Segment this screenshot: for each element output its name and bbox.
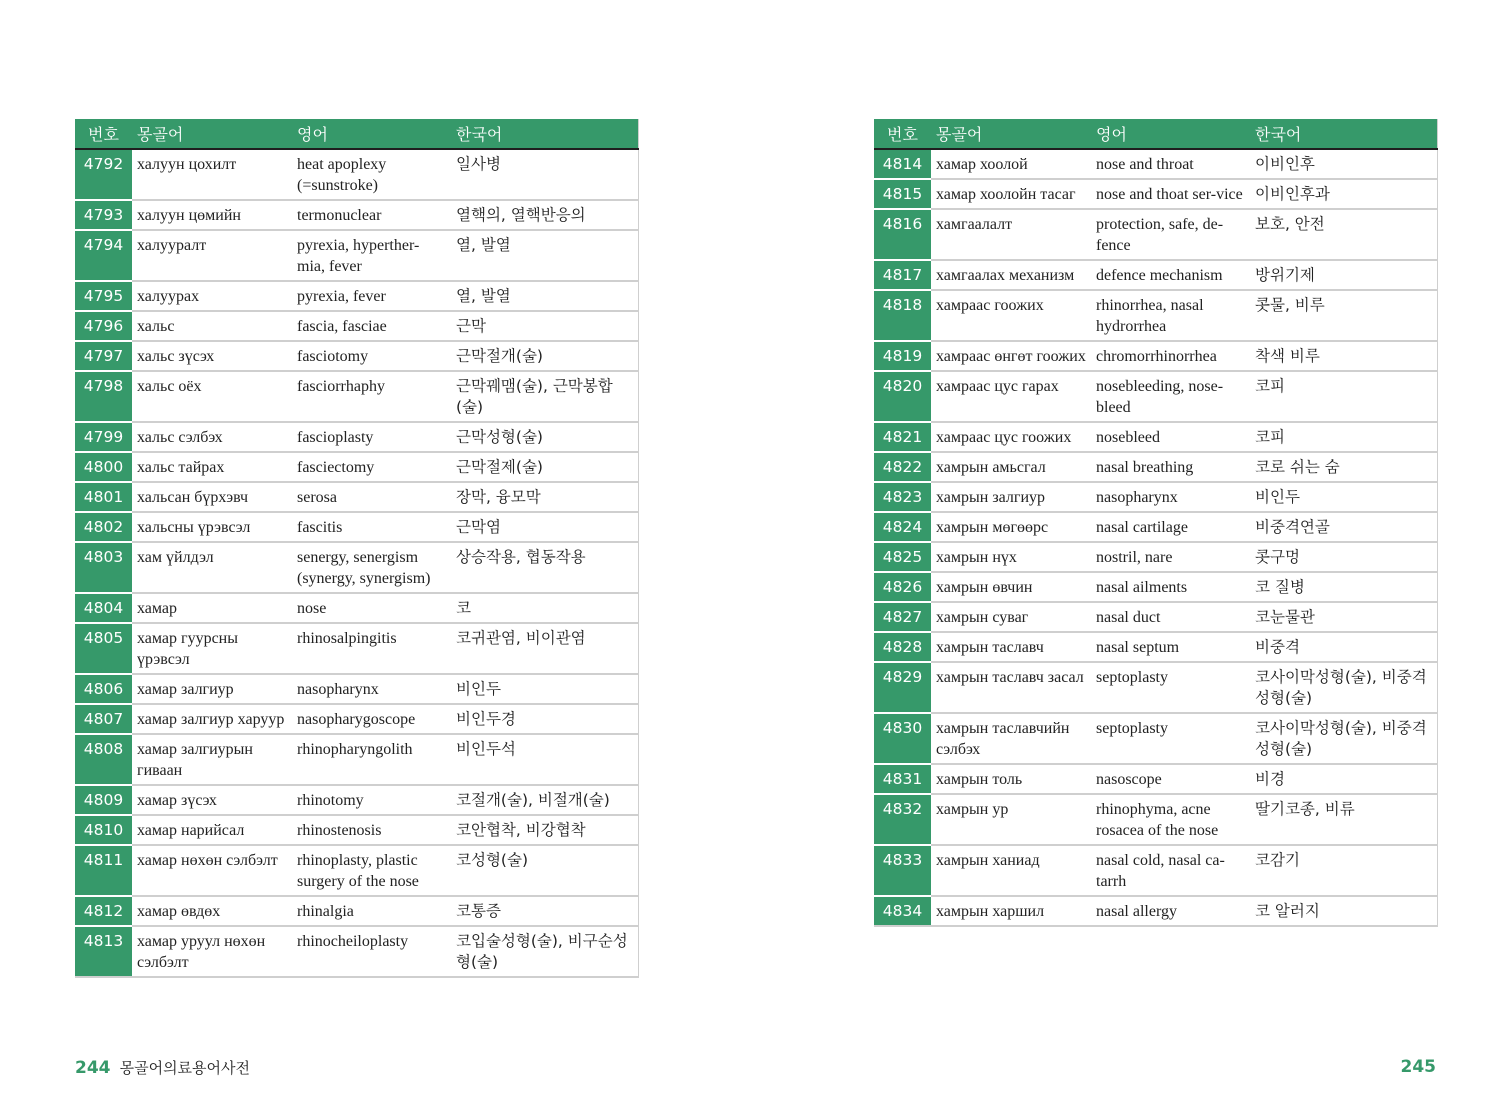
mongolian-term: хальсны үрэвсэл: [132, 512, 292, 542]
table-row: [75, 896, 638, 926]
left-page-table: [75, 119, 639, 978]
korean-term: 코눈물관: [1250, 602, 1437, 632]
korean-term: 코로 쉬는 숨: [1250, 452, 1437, 482]
korean-term: 코사이막성형(술), 비중격성형(술): [1250, 662, 1437, 713]
mongolian-term: хальс: [132, 311, 292, 341]
english-term: rhinocheiloplasty: [292, 926, 451, 977]
mongolian-term: хамгаалалт: [931, 209, 1091, 260]
entry-number: 4824: [874, 512, 931, 542]
table-row: [874, 632, 1437, 662]
mongolian-term: хамар нарийсал: [132, 815, 292, 845]
korean-term: 근막꿰맴(술), 근막봉합(술): [451, 371, 638, 422]
english-term: pyrexia, fever: [292, 281, 451, 311]
mongolian-term: хамар зүсэх: [132, 785, 292, 815]
korean-term: 근막절제(술): [451, 452, 638, 482]
english-term: defence mechanism: [1091, 260, 1250, 290]
table-row: [874, 794, 1437, 845]
table-row: [75, 734, 638, 785]
mongolian-term: хамрын суваг: [931, 602, 1091, 632]
mongolian-term: хальс тайрах: [132, 452, 292, 482]
mongolian-term: хамраас гоожих: [931, 290, 1091, 341]
english-term: senergy, senergism (synergy, synergism): [292, 542, 451, 593]
entry-number: 4819: [874, 341, 931, 371]
mongolian-term: хамрын таславч засал: [931, 662, 1091, 713]
korean-term: 코입술성형(술), 비구순성형(술): [451, 926, 638, 977]
english-term: septoplasty: [1091, 713, 1250, 764]
korean-term: 비중격: [1250, 632, 1437, 662]
entry-number: 4828: [874, 632, 931, 662]
header-english: 영어: [1091, 119, 1250, 149]
korean-term: 콧구멍: [1250, 542, 1437, 572]
korean-term: 코안협착, 비강협착: [451, 815, 638, 845]
english-term: nose and throat: [1096, 156, 1194, 173]
table-header-row: [75, 119, 638, 149]
english-term: nosebleeding, nose-bleed: [1091, 371, 1250, 422]
mongolian-term: хамраас өнгөт гоожих: [931, 341, 1091, 371]
table-row: [75, 341, 638, 371]
entry-number: 4801: [75, 482, 132, 512]
entry-number: 4809: [75, 785, 132, 815]
korean-term: 방위기제: [1250, 260, 1437, 290]
korean-term: 코절개(술), 비절개(술): [451, 785, 638, 815]
mongolian-term: халуун цохилт: [137, 156, 237, 173]
table-row: [874, 209, 1437, 260]
page-number: 245: [1400, 1057, 1436, 1077]
table-row: [75, 845, 638, 896]
mongolian-term: хамрын харшил: [931, 896, 1091, 926]
table-row: [75, 230, 638, 281]
korean-term: 비중격연골: [1250, 512, 1437, 542]
table-row: [874, 482, 1437, 512]
korean-term: 비인두석: [451, 734, 638, 785]
entry-number: 4803: [75, 542, 132, 593]
table-row: [874, 290, 1437, 341]
entry-number: 4815: [874, 179, 931, 209]
korean-term: 코 질병: [1250, 572, 1437, 602]
korean-term: 코성형(술): [451, 845, 638, 896]
english-term: rhinopharyngolith: [292, 734, 451, 785]
entry-number: 4825: [874, 542, 931, 572]
mongolian-term: хамгаалах механизм: [931, 260, 1091, 290]
table-row: [874, 260, 1437, 290]
english-term: chromorrhinorrhea: [1091, 341, 1250, 371]
korean-term: 코귀관염, 비이관염: [451, 623, 638, 674]
entry-number: 4832: [874, 794, 931, 845]
table-row: [874, 149, 1437, 179]
table-row: [75, 200, 638, 230]
entry-number: 4810: [75, 815, 132, 845]
header-korean: 한국어: [1250, 119, 1437, 149]
english-term: termonuclear: [292, 200, 451, 230]
mongolian-term: хамар нөхөн сэлбэлт: [132, 845, 292, 896]
entry-number: 4834: [874, 896, 931, 926]
korean-term: 코피: [1250, 371, 1437, 422]
entry-number: 4796: [75, 311, 132, 341]
korean-term: 비인두경: [451, 704, 638, 734]
header-mongolian: 몽골어: [132, 119, 292, 149]
english-term: fasciotomy: [292, 341, 451, 371]
mongolian-term: хамрын ур: [931, 794, 1091, 845]
header-number: 번호: [874, 119, 931, 149]
table-row: [874, 713, 1437, 764]
english-term: rhinoplasty, plastic surgery of the nose: [292, 845, 451, 896]
mongolian-term: хамар залгиур: [132, 674, 292, 704]
table-row: [75, 482, 638, 512]
english-term: heat apoplexy (=sunstroke): [297, 156, 387, 194]
korean-term: 일사병: [456, 155, 501, 173]
header-english: 영어: [292, 119, 451, 149]
table-row: [75, 593, 638, 623]
mongolian-term: хамрын залгиур: [931, 482, 1091, 512]
korean-term: 열, 발열: [451, 281, 638, 311]
mongolian-term: хамрын таславчийн сэлбэх: [931, 713, 1091, 764]
table-row: [75, 281, 638, 311]
entry-number: 4822: [874, 452, 931, 482]
english-term: serosa: [292, 482, 451, 512]
mongolian-term: хамар гуурсны үрэвсэл: [132, 623, 292, 674]
korean-term: 코피: [1250, 422, 1437, 452]
english-term: rhinosalpingitis: [292, 623, 451, 674]
english-term: nasal allergy: [1091, 896, 1250, 926]
entry-number: 4802: [75, 512, 132, 542]
entry-number: 4799: [75, 422, 132, 452]
table-header-row: [874, 119, 1437, 149]
english-term: nose: [292, 593, 451, 623]
mongolian-term: хамар өвдөх: [132, 896, 292, 926]
korean-term: 비인두: [451, 674, 638, 704]
entry-number: 4814: [874, 149, 931, 179]
mongolian-term: хамрын мөгөөрс: [931, 512, 1091, 542]
korean-term: 열, 발열: [451, 230, 638, 281]
entry-number: 4823: [874, 482, 931, 512]
mongolian-term: хамрын өвчин: [931, 572, 1091, 602]
table-row: [75, 785, 638, 815]
entry-number: 4826: [874, 572, 931, 602]
table-row: [874, 179, 1437, 209]
right-table-body: [874, 149, 1437, 926]
korean-term: 근막성형(술): [451, 422, 638, 452]
english-term: fasciectomy: [292, 452, 451, 482]
right-page-table: [874, 119, 1438, 927]
table-row: [874, 542, 1437, 572]
mongolian-term: хамар хоолойн тасаг: [931, 179, 1091, 209]
english-term: nosebleed: [1091, 422, 1250, 452]
entry-number: 4821: [874, 422, 931, 452]
english-term: rhinophyma, acne rosacea of the nose: [1091, 794, 1250, 845]
english-term: nasopharygoscope: [292, 704, 451, 734]
mongolian-term: хамрын толь: [931, 764, 1091, 794]
left-table-body: [75, 149, 638, 977]
english-term: rhinalgia: [292, 896, 451, 926]
mongolian-term: хамар: [132, 593, 292, 623]
table-row: [75, 704, 638, 734]
korean-term: 장막, 융모막: [451, 482, 638, 512]
table-row: [75, 422, 638, 452]
korean-term: 코감기: [1250, 845, 1437, 896]
english-term: rhinotomy: [292, 785, 451, 815]
table-row: [75, 512, 638, 542]
english-term: nasopharynx: [292, 674, 451, 704]
mongolian-term: хальсан бүрхэвч: [132, 482, 292, 512]
english-term: nasoscope: [1091, 764, 1250, 794]
page-number: 244: [75, 1058, 111, 1078]
entry-number: 4794: [75, 230, 132, 281]
table-row: [75, 674, 638, 704]
korean-term: 착색 비루: [1250, 341, 1437, 371]
korean-term: 코사이막성형(술), 비중격성형(술): [1250, 713, 1437, 764]
entry-number: 4792: [75, 149, 132, 200]
english-term: rhinostenosis: [292, 815, 451, 845]
entry-number: 4811: [75, 845, 132, 896]
entry-number: 4798: [75, 371, 132, 422]
korean-term: 상승작용, 협동작용: [451, 542, 638, 593]
entry-number: 4804: [75, 593, 132, 623]
entry-number: 4797: [75, 341, 132, 371]
mongolian-term: халуурах: [132, 281, 292, 311]
english-term: septoplasty: [1091, 662, 1250, 713]
english-term: nasal duct: [1091, 602, 1250, 632]
entry-number: 4800: [75, 452, 132, 482]
korean-term: 코통증: [451, 896, 638, 926]
table-row: [874, 602, 1437, 632]
table-row: [75, 149, 638, 200]
table-row: [75, 311, 638, 341]
mongolian-term: хамрын амьсгал: [931, 452, 1091, 482]
table-row: [75, 542, 638, 593]
table-row: [874, 371, 1437, 422]
english-term: pyrexia, hyperther-mia, fever: [292, 230, 451, 281]
english-term: nostril, nare: [1091, 542, 1250, 572]
entry-number: 4806: [75, 674, 132, 704]
table-row: [874, 896, 1437, 926]
entry-number: 4807: [75, 704, 132, 734]
table-row: [75, 815, 638, 845]
english-term: fascioplasty: [292, 422, 451, 452]
entry-number: 4831: [874, 764, 931, 794]
korean-term: 근막절개(술): [451, 341, 638, 371]
english-term: protection, safe, de-fence: [1091, 209, 1250, 260]
table-row: [874, 845, 1437, 896]
mongolian-term: хальс зүсэх: [132, 341, 292, 371]
korean-term: 열핵의, 열핵반응의: [451, 200, 638, 230]
korean-term: 콧물, 비루: [1250, 290, 1437, 341]
entry-number: 4793: [75, 200, 132, 230]
mongolian-term: хамраас цус гоожих: [931, 422, 1091, 452]
table-row: [75, 371, 638, 422]
table-row: [75, 452, 638, 482]
english-term: nasal septum: [1091, 632, 1250, 662]
english-term: nasopharynx: [1091, 482, 1250, 512]
english-term: fasciorrhaphy: [292, 371, 451, 422]
korean-term: 이비인후과: [1250, 179, 1437, 209]
entry-number: 4827: [874, 602, 931, 632]
table-row: [874, 341, 1437, 371]
mongolian-term: халууралт: [132, 230, 292, 281]
mongolian-term: хамар залгиур харуур: [132, 704, 292, 734]
english-term: nasal cartilage: [1091, 512, 1250, 542]
entry-number: 4830: [874, 713, 931, 764]
header-mongolian: 몽골어: [931, 119, 1091, 149]
entry-number: 4829: [874, 662, 931, 713]
table-row: [874, 572, 1437, 602]
mongolian-term: хамраас цус гарах: [931, 371, 1091, 422]
english-term: nasal ailments: [1091, 572, 1250, 602]
korean-term: 보호, 안전: [1250, 209, 1437, 260]
mongolian-term: хальс сэлбэх: [132, 422, 292, 452]
book-title: 몽골어의료용어사전: [119, 1059, 251, 1077]
entry-number: 4813: [75, 926, 132, 977]
entry-number: 4805: [75, 623, 132, 674]
korean-term: 코 알러지: [1250, 896, 1437, 926]
table-row: [75, 926, 638, 977]
english-term: rhinorrhea, nasal hydrorrhea: [1091, 290, 1250, 341]
mongolian-term: хальс оёх: [132, 371, 292, 422]
english-term: fascia, fasciae: [292, 311, 451, 341]
right-page-footer: [1401, 1057, 1437, 1077]
mongolian-term: хамрын нүх: [931, 542, 1091, 572]
mongolian-term: хам үйлдэл: [132, 542, 292, 593]
mongolian-term: хамар уруул нөхөн сэлбэлт: [132, 926, 292, 977]
entry-number: 4795: [75, 281, 132, 311]
korean-term: 근막염: [451, 512, 638, 542]
entry-number: 4812: [75, 896, 132, 926]
entry-number: 4808: [75, 734, 132, 785]
mongolian-term: халуун цөмийн: [132, 200, 292, 230]
entry-number: 4818: [874, 290, 931, 341]
english-term: nasal breathing: [1091, 452, 1250, 482]
korean-term: 딸기코종, 비류: [1250, 794, 1437, 845]
korean-term: 근막: [451, 311, 638, 341]
table-row: [874, 764, 1437, 794]
english-term: fascitis: [292, 512, 451, 542]
entry-number: 4820: [874, 371, 931, 422]
english-term: nasal cold, nasal ca-tarrh: [1091, 845, 1250, 896]
table-row: [75, 623, 638, 674]
table-row: [874, 662, 1437, 713]
mongolian-term: хамар залгиурын гиваан: [132, 734, 292, 785]
korean-term: 비경: [1250, 764, 1437, 794]
korean-term: 이비인후: [1255, 155, 1315, 173]
header-korean: 한국어: [451, 119, 638, 149]
table-row: [874, 452, 1437, 482]
english-term: nose and thoat ser-vice: [1091, 179, 1250, 209]
mongolian-term: хамрын таславч: [931, 632, 1091, 662]
table-row: [874, 512, 1437, 542]
korean-term: 코: [451, 593, 638, 623]
entry-number: 4816: [874, 209, 931, 260]
entry-number: 4833: [874, 845, 931, 896]
mongolian-term: хамар хоолой: [936, 156, 1028, 173]
korean-term: 비인두: [1250, 482, 1437, 512]
header-number: 번호: [75, 119, 132, 149]
left-page-footer: [75, 1057, 250, 1078]
mongolian-term: хамрын ханиад: [931, 845, 1091, 896]
entry-number: 4817: [874, 260, 931, 290]
table-row: [874, 422, 1437, 452]
